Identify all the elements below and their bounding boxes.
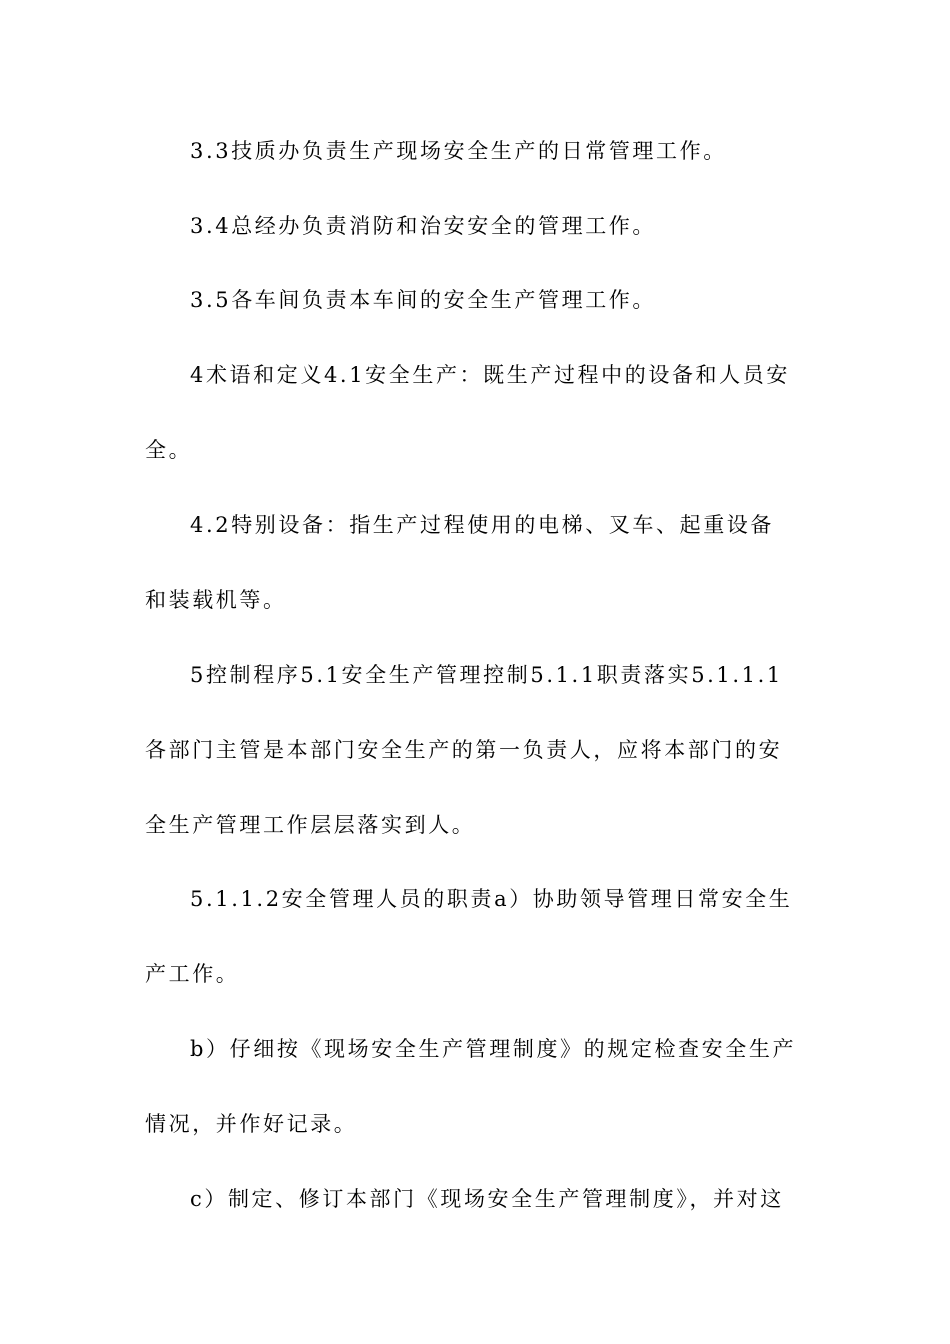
paragraph-line: 4术语和定义4.1安全生产：既生产过程中的设备和人员安	[190, 363, 790, 387]
paragraph-line: c）制定、修订本部门《现场安全生产管理制度》，并对这	[190, 1187, 784, 1211]
paragraph-line: 各部门主管是本部门安全生产的第一负责人，应将本部门的安	[145, 738, 783, 762]
paragraph-line: 4.2特别设备：指生产过程使用的电梯、叉车、起重设备	[190, 513, 774, 537]
paragraph-line: 3.5各车间负责本车间的安全生产管理工作。	[190, 288, 656, 312]
paragraph-line: 全。	[145, 438, 193, 462]
paragraph-line: 和装载机等。	[145, 588, 287, 612]
paragraph-line: b）仔细按《现场安全生产管理制度》的规定检查安全生产	[190, 1037, 797, 1061]
paragraph-line: 3.3技质办负责生产现场安全生产的日常管理工作。	[190, 139, 727, 163]
paragraph-line: 情况，并作好记录。	[145, 1112, 358, 1136]
paragraph-line: 3.4总经办负责消防和治安安全的管理工作。	[190, 214, 656, 238]
paragraph-line: 5控制程序5.1安全生产管理控制5.1.1职责落实5.1.1.1	[190, 663, 783, 687]
paragraph-line: 5.1.1.2安全管理人员的职责a）协助领导管理日常安全生	[190, 887, 793, 911]
paragraph-line: 全生产管理工作层层落实到人。	[145, 813, 476, 837]
paragraph-line: 产工作。	[145, 962, 240, 986]
